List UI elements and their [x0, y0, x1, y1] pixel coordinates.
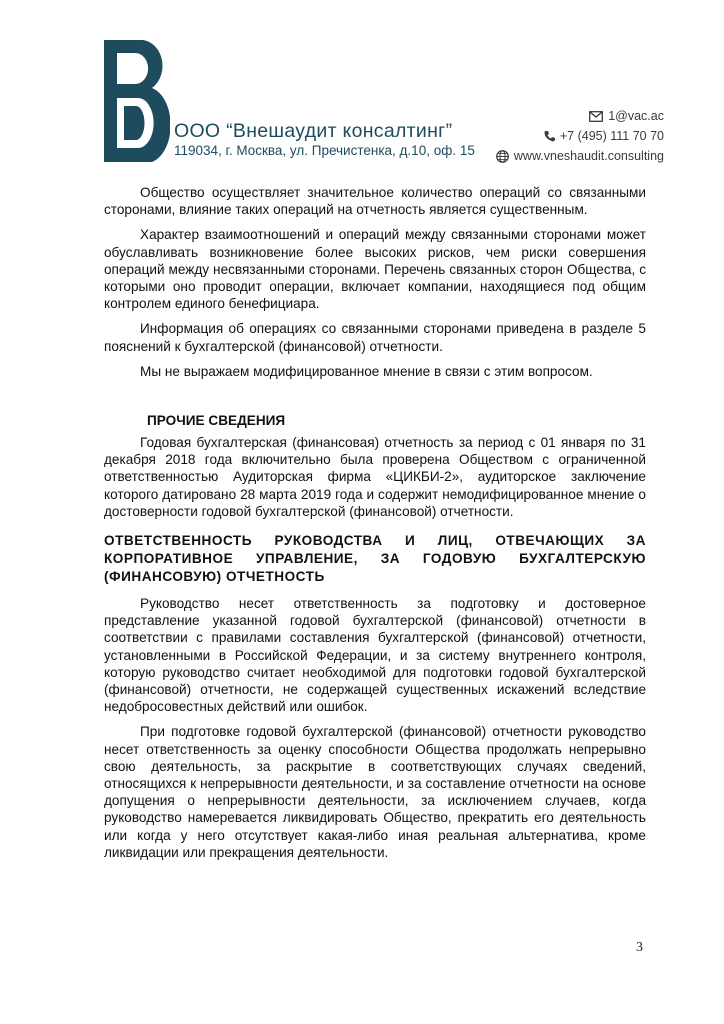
contact-email-row — [496, 106, 664, 126]
globe-icon — [496, 150, 509, 163]
paragraph-management-responsibility: Руководство несет ответственность за подготовку и достоверное представление указанной годовой бухгалтерской (финансовой) отчетности в соответствии с правилами составления бухгалтерской (финансовой) отчетности, установленными в Российской Федерации, и за систему внутреннего контроля, которую руководство считает необходимой для подготовки годовой бухгалтерской (финансовой) отчетности, не содержащей существенных искажений вследствие недобросовестных действий или ошибок. — [104, 596, 646, 715]
company-address: 119034, г. Москва, ул. Пречистенка, д.10, оф. 15 — [174, 143, 475, 158]
contact-website-row — [496, 146, 664, 166]
company-name: ООО “Внешаудит консалтинг” — [174, 120, 453, 142]
vneshaudit-logo-icon — [104, 40, 170, 162]
paragraph-related-parties-risks: Характер взаимоотношений и операций между связанными сторонами может обуславливать возникновение более высоких рисков, чем риски совершения операций между несвязанными сторонами. Перечень связанных сторон Общества, с которыми оно проводит операции, включает компании, находящиеся под общим контролем единого бенефициара. — [104, 227, 646, 312]
heading-other-information: ПРОЧИЕ СВЕДЕНИЯ — [147, 413, 286, 429]
contact-website[interactable]: www.vneshaudit.consulting — [513, 149, 664, 163]
page-number: 3 — [636, 940, 643, 955]
heading-management-responsibility: ОТВЕТСТВЕННОСТЬ РУКОВОДСТВА И ЛИЦ, ОТВЕЧАЮЩИХ ЗА КОРПОРАТИВНОЕ УПРАВЛЕНИЕ, ЗА ГОДОВУЮ БУХГАЛТЕРСКУЮ (ФИНАНСОВУЮ) ОТЧЕТНОСТЬ — [104, 533, 646, 585]
document-body — [104, 184, 646, 869]
company-block — [174, 120, 475, 160]
phone-icon — [544, 130, 555, 142]
contact-email[interactable]: 1@vac.ac — [608, 109, 664, 123]
letterhead — [0, 0, 724, 180]
contact-phone[interactable]: +7 (495) 111 70 70 — [559, 129, 664, 143]
contacts-block — [496, 106, 664, 166]
envelope-icon — [589, 111, 603, 122]
contact-phone-row — [496, 126, 664, 146]
paragraph-opinion-not-modified: Мы не выражаем модифицированное мнение в связи с этим вопросом. — [140, 363, 593, 379]
paragraph-related-parties-disclosure: Информация об операциях со связанными сторонами приведена в разделе 5 пояснений к бухгалтерской (финансовой) отчетности. — [104, 321, 646, 354]
paragraph-going-concern: При подготовке годовой бухгалтерской (финансовой) отчетности руководство несет ответственность за оценку способности Общества продолжать непрерывно свою деятельность, за раскрытие в соответствующих случаях сведений, относящихся к непрерывности деятельности, и за составление отчетности на основе допущения о непрерывности деятельности, за исключением случаев, когда руководство намеревается ликвидировать Общество, прекратить его деятельность или когда у него отсутствует какая-либо иная реальная альтернатива, кроме ликвидации или прекращения деятельности. — [104, 724, 646, 860]
paragraph-related-parties-significance: Общество осуществляет значительное количество операций со связанными сторонами, влияние таких операций на отчетность является существенным. — [104, 185, 646, 218]
paragraph-prior-audit: Годовая бухгалтерская (финансовая) отчетность за период с 01 января по 31 декабря 2018 года включительно была проверена Обществом с ограниченной ответственностью Аудиторская фирма «ЦИКБИ-2», аудиторское заключение которого датировано 28 марта 2019 года и содержит немодифицированное мнение о достоверности годовой бухгалтерской (финансовой) отчетности. — [104, 435, 646, 519]
